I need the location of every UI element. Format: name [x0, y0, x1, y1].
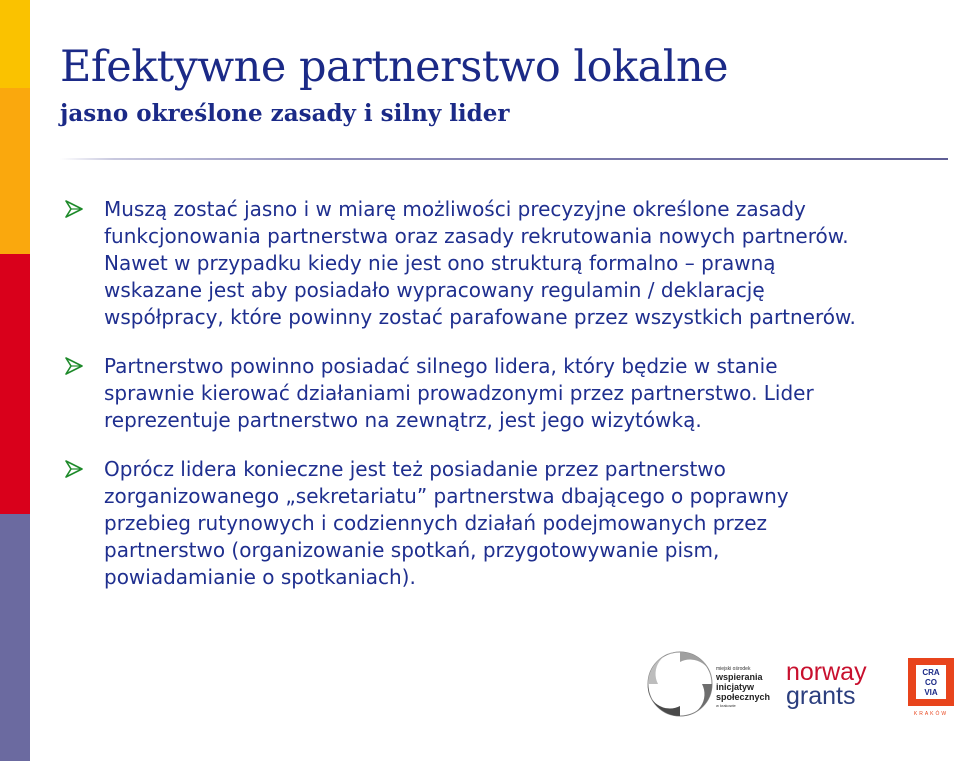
slide-title: Efektywne partnerstwo lokalne	[60, 42, 729, 92]
strip-segment-purple	[0, 514, 30, 761]
arrowhead-bullet-icon	[64, 460, 84, 478]
title-divider	[60, 158, 948, 160]
cracovia-line1: CRA	[922, 668, 940, 677]
arrowhead-bullet-icon	[64, 357, 84, 375]
bullet-item	[64, 456, 944, 591]
mowis-logo	[648, 652, 770, 716]
bullet-list	[64, 196, 944, 613]
norway-grants-line2: grants	[786, 682, 856, 710]
bullet-text: Oprócz lidera konieczne jest też posiadanie przez partnerstwo zorganizowanego „sekretariatu” partnerstwa dbającego o poprawny przebieg rutynowych i codziennych działań podejmowanych przez partnerstwo (organizowanie spotkań, przygotowywanie pism, powiadamianie o spotkaniach).	[104, 457, 789, 589]
bullet-text: Partnerstwo powinno posiadać silnego lidera, który będzie w stanie sprawnie kierować działaniami prowadzonymi przez partnerstwo. Lider reprezentuje partnerstwo na zewnątrz, jest jego wizytówką.	[104, 354, 814, 432]
norway-grants-line1: norway	[786, 658, 867, 686]
slide-subtitle: jasno określone zasady i silny lider	[60, 100, 510, 127]
strip-segment-red	[0, 254, 30, 514]
mowis-line4: społecznych	[716, 692, 771, 702]
mowis-line5: w krakowie	[716, 703, 736, 708]
norway-grants-logo	[786, 658, 867, 710]
mowis-line1: miejski ośrodek	[716, 666, 751, 672]
mowis-line2: wspierania	[716, 672, 763, 682]
bullet-text: Muszą zostać jasno i w miarę możliwości precyzyjne określone zasady funkcjonowania partnerstwa oraz zasady rekrutowania nowych partnerów. Nawet w przypadku kiedy nie jest ono strukturą formalno – prawną wskazane jest aby posiadało wypracowany regulamin / deklarację współpracy, które powinny zostać parafowane przez wszystkich partnerów.	[104, 197, 856, 329]
left-color-strip	[0, 0, 30, 761]
cracovia-line3: VIA	[924, 688, 938, 697]
cracovia-krakow-logo	[908, 658, 954, 717]
bullet-item	[64, 196, 944, 331]
bullet-item	[64, 353, 944, 434]
cracovia-line2: CO	[925, 678, 937, 687]
cracovia-caption: KRAKÓW	[913, 711, 949, 717]
sponsor-logos	[646, 648, 956, 720]
strip-segment-yellow	[0, 0, 30, 88]
arrowhead-bullet-icon	[64, 200, 84, 218]
mowis-line3: inicjatyw	[716, 682, 755, 692]
strip-segment-orange	[0, 88, 30, 254]
